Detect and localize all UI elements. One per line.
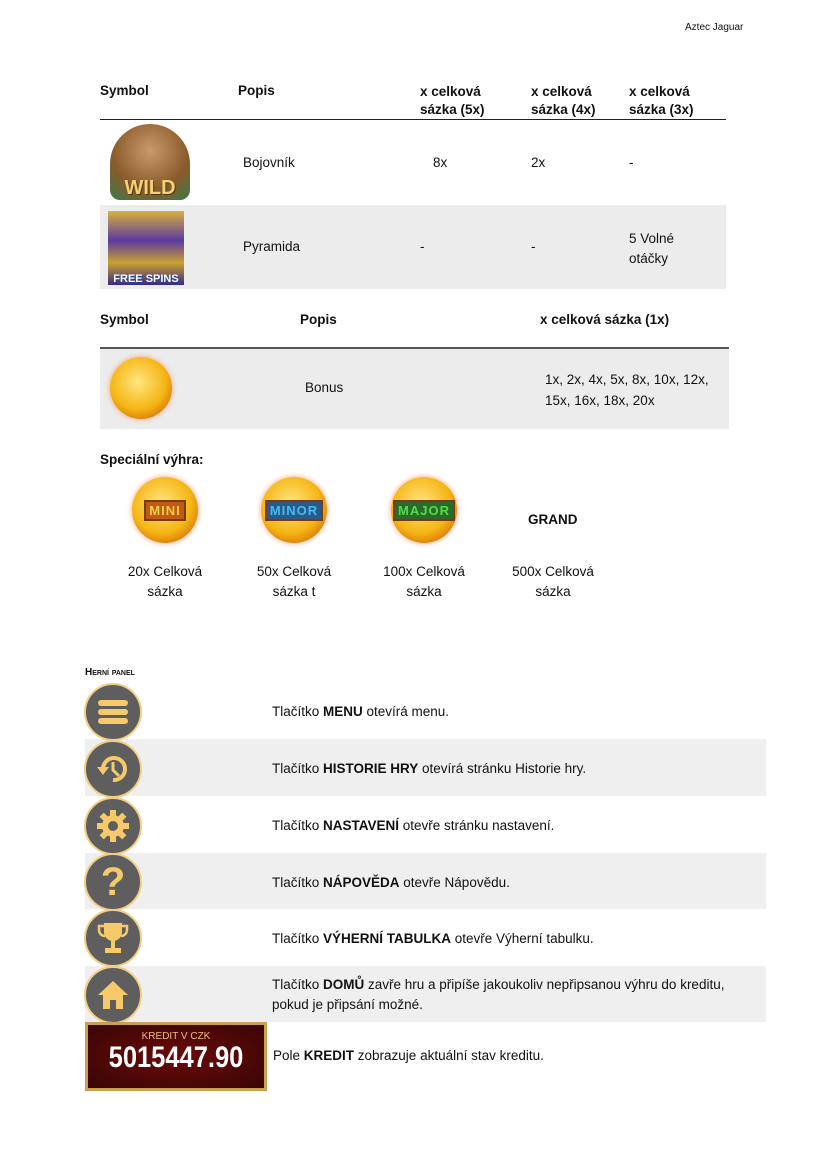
mini-coin-icon (132, 477, 198, 543)
settings-description: Tlačítko NASTAVENÍ otevře stránku nastavení. (272, 818, 555, 833)
th-3x: x celková sázka (3x) (629, 84, 694, 117)
help-description: Tlačítko NÁPOVĚDA otevře Nápovědu. (272, 875, 510, 890)
th-popis: Popis (238, 83, 275, 98)
help-icon: ? (84, 853, 142, 911)
panel-title: Herní panel (85, 667, 135, 678)
credit-value: 5015447.90 (108, 1041, 244, 1074)
menu-icon (84, 683, 142, 741)
th-symbol: Symbol (100, 312, 149, 327)
home-description: Tlačítko DOMŮ zavře hru a připíše jakoukoliv nepřipsanou výhru do kreditu, pokud je připsání možné. (272, 977, 725, 1012)
table-row (100, 205, 726, 289)
th-symbol: Symbol (100, 83, 149, 98)
minor-prize: 50x Celková sázka t (256, 564, 332, 599)
history-description: Tlačítko HISTORIE HRY otevírá stránku Historie hry. (272, 761, 587, 776)
pyramid-symbol-icon (108, 211, 184, 285)
credit-label: KREDIT V CZK (141, 1031, 211, 1042)
th-4x: x celková sázka (4x) (531, 84, 596, 117)
wild-symbol-icon (110, 124, 190, 200)
cell-popis: Pyramida (243, 239, 301, 254)
credit-description: Pole KREDIT zobrazuje aktuální stav kreditu. (273, 1048, 544, 1063)
cell-popis: Bojovník (243, 155, 295, 170)
cell-5x: - (420, 239, 425, 254)
bonus-coin-icon (110, 357, 172, 419)
major-badge: MAJOR (393, 500, 455, 521)
page-header-title: Aztec Jaguar (685, 22, 744, 33)
cell-3x: 5 Volné otáčky (629, 231, 675, 266)
cell-5x: 8x (433, 155, 448, 170)
wild-label: WILD (124, 177, 176, 199)
paytable-description: Tlačítko VÝHERNÍ TABULKA otevře Výherní tabulku. (272, 931, 594, 946)
major-prize: 100x Celková sázka (383, 564, 465, 599)
credit-field (85, 1022, 267, 1091)
cell-3x: - (629, 155, 634, 170)
major-coin-icon (391, 477, 457, 543)
home-icon (84, 966, 142, 1024)
mini-prize: 20x Celková sázka (127, 564, 203, 599)
grand-prize: 500x Celková sázka (512, 564, 594, 599)
th-1x: x celková sázka (1x) (540, 312, 670, 327)
table-row (100, 349, 729, 429)
cell-4x: 2x (531, 155, 546, 170)
th-popis: Popis (300, 312, 337, 327)
grand-label: GRAND (528, 512, 578, 527)
mini-badge: MINI (144, 500, 185, 521)
gear-icon (84, 797, 142, 855)
table-row (100, 120, 726, 204)
minor-badge: MINOR (265, 500, 323, 521)
cell-popis: Bonus (305, 380, 344, 395)
th-5x: x celková sázka (5x) (420, 84, 485, 117)
history-icon (84, 740, 142, 798)
minor-coin-icon (261, 477, 327, 543)
free-spins-label: FREE SPINS (113, 273, 179, 285)
trophy-icon (84, 909, 142, 967)
special-title: Speciální výhra: (100, 452, 204, 467)
cell-value: 1x, 2x, 4x, 5x, 8x, 10x, 12x, 15x, 16x, 18x, 20x (545, 372, 709, 408)
menu-description: Tlačítko MENU otevírá menu. (272, 704, 450, 719)
cell-4x: - (531, 239, 536, 254)
